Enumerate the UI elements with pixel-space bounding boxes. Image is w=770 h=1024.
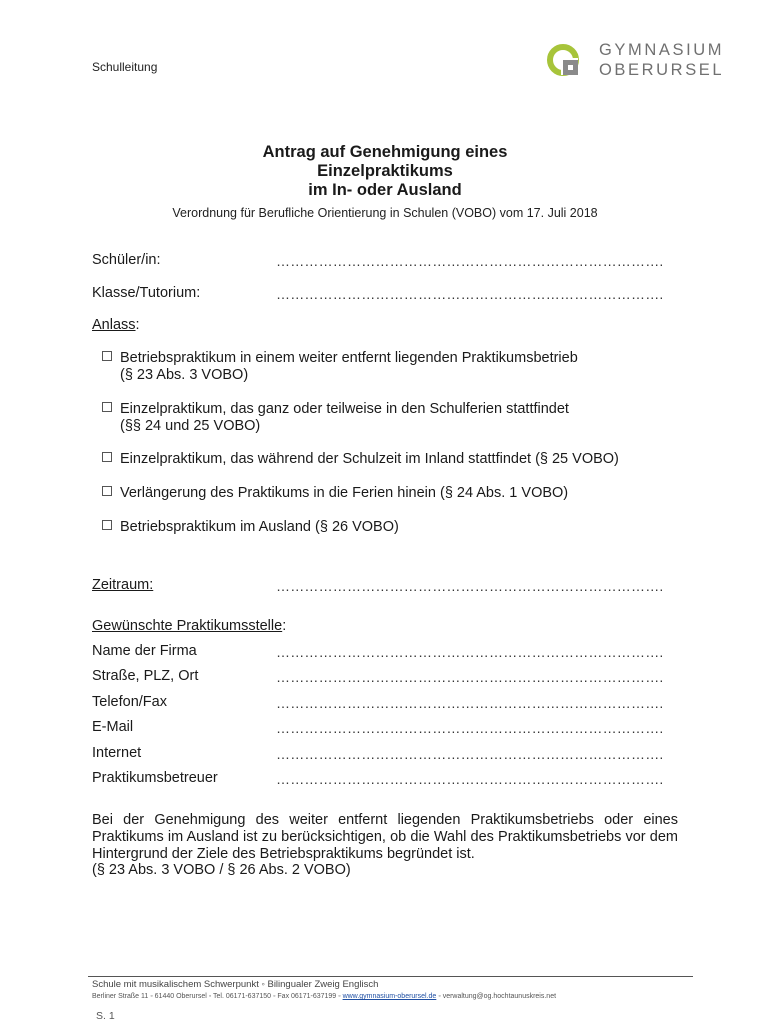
- approval-note-reference: (§ 23 Abs. 3 VOBO / § 26 Abs. 2 VOBO): [92, 862, 351, 878]
- placement-heading: [92, 618, 286, 634]
- footer-divider: [88, 976, 693, 977]
- email-label: E-Mail: [92, 719, 134, 735]
- title-line-2: Einzelpraktikums: [317, 162, 453, 180]
- reason-option-4[interactable]: [102, 485, 568, 501]
- subtitle: Verordnung für Berufliche Orientierung in Schulen (VOBO) vom 17. Juli 2018: [172, 206, 598, 220]
- checkbox[interactable]: [102, 486, 112, 496]
- checkbox[interactable]: [102, 351, 112, 361]
- footer-email: ◦ verwaltung@og.hochtaunuskreis.net: [436, 993, 557, 1000]
- footer-contact: [92, 993, 556, 1000]
- logo-line-2: OBERURSEL: [599, 61, 725, 79]
- approval-note: Bei der Genehmigung des weiter entfernt liegenden Praktikumsbetriebs oder eines Praktikums im Ausland ist zu berücksichtigen, ob die Wahl des Praktikumsbetriebs vor dem Hintergrund der Ziele des Betriebspraktikums begründet ist.: [92, 812, 678, 862]
- reason-option-1[interactable]: [102, 350, 578, 366]
- reason-option-2-ref: (§§ 24 und 25 VOBO): [120, 418, 261, 434]
- logo-line-1: GYMNASIUM: [599, 41, 725, 59]
- school-logo-icon: [543, 40, 591, 84]
- internet-field[interactable]: ……………………………………………………………………….: [276, 746, 664, 762]
- class-field[interactable]: ……………………………………………………………………….: [276, 286, 664, 302]
- period-label: Zeitraum:: [92, 577, 154, 593]
- period-field[interactable]: ……………………………………………………………………….: [276, 578, 664, 594]
- phone-fax-field[interactable]: ……………………………………………………………………….: [276, 695, 664, 711]
- reason-option-label: Betriebspraktikum im Ausland (§ 26 VOBO): [120, 519, 399, 535]
- reason-option-2[interactable]: [102, 401, 569, 417]
- reason-option-5[interactable]: [102, 519, 399, 535]
- company-name-field[interactable]: ……………………………………………………………………….: [276, 644, 664, 660]
- title-line-1: Antrag auf Genehmigung eines: [262, 143, 508, 161]
- placement-heading-colon: :: [282, 618, 287, 634]
- reason-heading: [92, 317, 140, 333]
- page-number: S. 1: [96, 1010, 115, 1022]
- supervisor-label: Praktikumsbetreuer: [92, 770, 218, 786]
- email-field[interactable]: ……………………………………………………………………….: [276, 720, 664, 736]
- department-label: Schulleitung: [92, 60, 158, 74]
- student-field[interactable]: ……………………………………………………………………….: [276, 253, 664, 269]
- placement-heading-text: Gewünschte Praktikumsstelle: [92, 618, 283, 634]
- title-line-3: im In- oder Ausland: [308, 181, 462, 199]
- address-field[interactable]: ……………………………………………………………………….: [276, 669, 664, 685]
- checkbox[interactable]: [102, 402, 112, 412]
- reason-option-label: Verlängerung des Praktikums in die Ferien hinein (§ 24 Abs. 1 VOBO): [120, 485, 569, 501]
- checkbox[interactable]: [102, 520, 112, 530]
- supervisor-field[interactable]: ……………………………………………………………………….: [276, 771, 664, 787]
- school-logo: [543, 40, 723, 84]
- reason-option-3[interactable]: [102, 451, 619, 467]
- student-label: Schüler/in:: [92, 252, 161, 268]
- reason-option-label: Betriebspraktikum in einem weiter entfernt liegenden Praktikumsbetrieb: [120, 350, 578, 366]
- footer-profile: Schule mit musikalischem Schwerpunkt ◦ Bilingualer Zweig Englisch: [92, 979, 379, 990]
- reason-option-1-ref: (§ 23 Abs. 3 VOBO): [120, 367, 249, 383]
- footer-website-link[interactable]: www.gymnasium-oberursel.de: [342, 993, 437, 1000]
- checkbox[interactable]: [102, 452, 112, 462]
- reason-heading-text: Anlass: [92, 317, 136, 333]
- reason-heading-colon: :: [135, 317, 140, 333]
- class-label: Klasse/Tutorium:: [92, 285, 201, 301]
- reason-option-label: Einzelpraktikum, das während der Schulzeit im Inland stattfindet (§ 25 VOBO): [120, 451, 619, 467]
- company-name-label: Name der Firma: [92, 643, 197, 659]
- address-label: Straße, PLZ, Ort: [92, 668, 199, 684]
- reason-option-label: Einzelpraktikum, das ganz oder teilweise in den Schulferien stattfindet: [120, 401, 569, 417]
- phone-fax-label: Telefon/Fax: [92, 694, 167, 710]
- footer-address: Berliner Straße 11 ◦ 61440 Oberursel ◦ Tel. 06171-637150 ◦ Fax 06171-637199 ◦: [92, 993, 343, 1000]
- internet-label: Internet: [92, 745, 142, 761]
